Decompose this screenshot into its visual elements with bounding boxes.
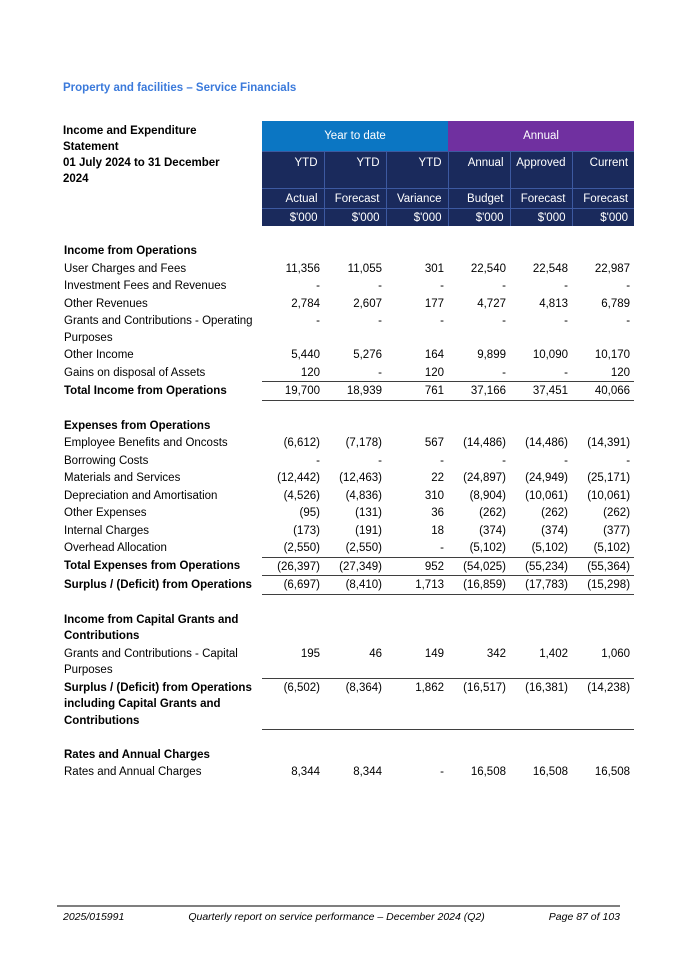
table-row xyxy=(63,277,634,295)
column-header-cell: $'000 xyxy=(510,209,572,227)
row-label: Grants and Contributions - Operating Purposes xyxy=(64,315,253,344)
band-annual: Annual xyxy=(448,121,634,152)
cell-value: (55,364) xyxy=(572,557,634,576)
cell-value: (2,550) xyxy=(283,542,320,554)
spacer-cell xyxy=(63,594,634,611)
cell-value: 195 xyxy=(300,647,320,660)
cell-value: (16,859) xyxy=(448,576,510,595)
footer-page-number: Page 87 of 103 xyxy=(548,911,620,923)
page-title: Property and facilities – Service Financials xyxy=(63,82,297,94)
cell-value: (262) xyxy=(603,507,631,519)
cell-value: - xyxy=(502,366,506,379)
row-label: User Charges and Fees xyxy=(64,262,187,275)
spacer-row xyxy=(63,400,634,417)
column-header-cell: $'000 xyxy=(262,209,324,227)
cell-value: (14,238) xyxy=(572,679,634,730)
table-row xyxy=(63,364,634,382)
statement-period: 01 July 2024 to 31 December 2024 xyxy=(63,157,220,185)
table-row xyxy=(63,487,634,505)
cell-value: 1,402 xyxy=(539,647,568,660)
cell-value: 149 xyxy=(424,647,444,660)
cell-value: 16,508 xyxy=(532,766,568,778)
cell-value: - xyxy=(316,454,320,467)
cell-value: (8,904) xyxy=(469,489,506,502)
cell-value: 120 xyxy=(610,366,631,379)
table-row xyxy=(63,295,634,313)
cell-value: 5,440 xyxy=(291,349,320,361)
column-header-cell: Forecast xyxy=(510,189,572,209)
cell-value: - xyxy=(626,454,631,467)
row-label: Surplus / (Deficit) from Operations including Capital Grants and Contributions xyxy=(64,681,252,727)
row-label: Materials and Services xyxy=(64,472,181,484)
column-header-cell: Approved xyxy=(510,152,572,189)
cell-value: (374) xyxy=(541,524,568,537)
cell-value: (17,783) xyxy=(510,576,572,595)
table-row xyxy=(63,434,634,452)
cell-value: (131) xyxy=(355,507,382,519)
cell-value: 6,789 xyxy=(601,297,631,310)
cell-value: 2,784 xyxy=(291,297,320,310)
cell-value: 1,060 xyxy=(601,647,631,660)
section-header xyxy=(63,746,634,764)
row-label: Surplus / (Deficit) from Operations xyxy=(64,578,252,591)
cell-value: (10,061) xyxy=(525,489,568,502)
table-row xyxy=(63,539,634,557)
section-header-row xyxy=(63,242,634,260)
cell-value: 10,170 xyxy=(594,349,631,361)
cell-value: 310 xyxy=(424,489,444,502)
cell-value: (12,463) xyxy=(339,472,382,484)
cell-value: (8,364) xyxy=(324,679,386,730)
cell-value: - xyxy=(440,280,444,292)
cell-value: - xyxy=(440,542,444,554)
cell-value: 22,548 xyxy=(532,262,568,275)
cell-value: - xyxy=(440,766,444,778)
table-row xyxy=(63,382,634,401)
table-row xyxy=(63,504,634,522)
table-row xyxy=(63,469,634,487)
cell-value: 761 xyxy=(386,382,448,401)
cell-value: (374) xyxy=(479,524,506,537)
cell-value: 22,987 xyxy=(594,262,631,275)
table-row xyxy=(63,679,634,730)
row-label: Depreciation and Amortisation xyxy=(64,489,218,502)
cell-value: - xyxy=(316,280,320,292)
section-header-row xyxy=(63,611,634,645)
spacer-row xyxy=(63,226,634,242)
cell-value: 120 xyxy=(300,366,320,379)
column-header-cell: $'000 xyxy=(572,209,634,227)
statement-title: Income and Expenditure Statement xyxy=(63,125,197,153)
table-row xyxy=(63,452,634,470)
cell-value: 8,344 xyxy=(291,766,320,778)
cell-value: (6,697) xyxy=(262,576,324,595)
cell-value: (5,102) xyxy=(593,542,631,554)
column-header-cell: YTD xyxy=(262,152,324,189)
table-row xyxy=(63,260,634,278)
cell-value: 22,540 xyxy=(470,262,506,275)
footer-doc-number: 2025/015991 xyxy=(63,911,125,923)
row-label: Overhead Allocation xyxy=(64,542,167,554)
cell-value: - xyxy=(626,315,631,327)
cell-value: (55,234) xyxy=(510,557,572,576)
section-header xyxy=(63,417,634,435)
section-header-text: Expenses from Operations xyxy=(64,419,211,432)
cell-value: 1,862 xyxy=(386,679,448,730)
cell-value: (95) xyxy=(299,507,320,519)
column-header-cell: Forecast xyxy=(324,189,386,209)
cell-value: - xyxy=(440,315,444,327)
cell-value: 120 xyxy=(424,366,444,379)
cell-value: 11,055 xyxy=(347,262,382,275)
cell-value: (24,949) xyxy=(525,472,568,484)
cell-value: 1,713 xyxy=(386,576,448,595)
spacer-cell xyxy=(63,400,634,417)
row-label: Borrowing Costs xyxy=(64,454,149,467)
row-label: Internal Charges xyxy=(64,524,150,537)
cell-value: 18,939 xyxy=(324,382,386,401)
cell-value: - xyxy=(440,454,444,467)
cell-value: (5,102) xyxy=(531,542,568,554)
cell-value: 567 xyxy=(424,437,444,449)
section-header-text: Rates and Annual Charges xyxy=(64,748,210,761)
cell-value: 5,276 xyxy=(353,349,382,361)
row-label: Employee Benefits and Oncosts xyxy=(64,437,228,449)
column-header-cell: $'000 xyxy=(324,209,386,227)
section-header-row xyxy=(63,746,634,764)
cell-value: (6,502) xyxy=(262,679,324,730)
cell-value: - xyxy=(378,280,382,292)
cell-value: - xyxy=(564,366,568,379)
cell-value: (14,391) xyxy=(587,437,631,449)
column-header-cell: Budget xyxy=(448,189,510,209)
cell-value: 9,899 xyxy=(477,349,506,361)
table-row xyxy=(63,763,634,781)
cell-value: (173) xyxy=(293,524,320,537)
cell-value: (16,517) xyxy=(448,679,510,730)
cell-value: (8,410) xyxy=(324,576,386,595)
row-label: Other Revenues xyxy=(64,297,148,310)
cell-value: 8,344 xyxy=(353,766,382,778)
cell-value: (262) xyxy=(541,507,568,519)
row-label: Grants and Contributions - Capital Purposes xyxy=(64,647,238,676)
column-header-cell: Forecast xyxy=(572,189,634,209)
cell-value: 16,508 xyxy=(594,766,631,778)
cell-value: - xyxy=(564,280,568,292)
cell-value: (10,061) xyxy=(587,489,631,502)
cell-value: (26,397) xyxy=(262,557,324,576)
cell-value: 301 xyxy=(424,262,444,275)
cell-value: (27,349) xyxy=(324,557,386,576)
cell-value: - xyxy=(502,315,506,327)
section-header-text: Income from Operations xyxy=(64,245,197,257)
column-header-cell: Current xyxy=(572,152,634,189)
table-row xyxy=(63,522,634,540)
cell-value: (15,298) xyxy=(572,576,634,595)
cell-value: (4,836) xyxy=(345,489,382,502)
cell-value: - xyxy=(626,280,631,292)
column-header-cell: $'000 xyxy=(386,209,448,227)
cell-value: - xyxy=(564,315,568,327)
table-row xyxy=(63,576,634,595)
row-label: Rates and Annual Charges xyxy=(64,766,202,778)
cell-value: - xyxy=(378,366,382,379)
table-header-band-row xyxy=(63,121,634,152)
spacer-row xyxy=(63,729,634,746)
spacer-row xyxy=(63,594,634,611)
cell-value: 10,090 xyxy=(532,349,568,361)
band-year-to-date: Year to date xyxy=(262,121,448,152)
row-label: Gains on disposal of Assets xyxy=(64,366,206,379)
cell-value: (14,486) xyxy=(525,437,568,449)
cell-value: 18 xyxy=(431,524,444,537)
cell-value: 342 xyxy=(486,647,506,660)
footer-report-title: Quarterly report on service performance – December 2024 (Q2) xyxy=(188,911,485,923)
cell-value: 952 xyxy=(386,557,448,576)
cell-value: - xyxy=(564,454,568,467)
cell-value: (6,612) xyxy=(283,437,320,449)
row-label: Total Expenses from Operations xyxy=(64,560,241,572)
cell-value: (12,442) xyxy=(277,472,320,484)
cell-value: (191) xyxy=(355,524,382,537)
cell-value: (25,171) xyxy=(587,472,631,484)
section-header xyxy=(63,242,634,260)
cell-value: - xyxy=(378,454,382,467)
cell-value: (16,381) xyxy=(510,679,572,730)
cell-value: (2,550) xyxy=(345,542,382,554)
cell-value: 4,813 xyxy=(539,297,568,310)
section-header-row xyxy=(63,417,634,435)
column-header-cell: Variance xyxy=(386,189,448,209)
cell-value: (5,102) xyxy=(469,542,506,554)
row-label: Other Income xyxy=(64,349,134,361)
cell-value: 37,451 xyxy=(510,382,572,401)
column-header-cell: YTD xyxy=(386,152,448,189)
cell-value: - xyxy=(502,454,506,467)
footer xyxy=(57,905,620,923)
cell-value: 37,166 xyxy=(448,382,510,401)
table-row xyxy=(63,557,634,576)
cell-value: (14,486) xyxy=(463,437,506,449)
column-header-cell: Actual xyxy=(262,189,324,209)
cell-value: (262) xyxy=(479,507,506,519)
section-header xyxy=(63,611,634,645)
spacer-cell xyxy=(63,226,634,242)
statement-title-cell xyxy=(63,121,262,226)
cell-value: (54,025) xyxy=(448,557,510,576)
cell-value: (4,526) xyxy=(283,489,320,502)
income-expenditure-table xyxy=(63,121,634,781)
cell-value: - xyxy=(502,280,506,292)
cell-value: (7,178) xyxy=(345,437,382,449)
cell-value: 4,727 xyxy=(477,297,506,310)
table-row xyxy=(63,645,634,679)
column-header-cell: YTD xyxy=(324,152,386,189)
cell-value: 36 xyxy=(431,507,444,519)
column-header-cell: $'000 xyxy=(448,209,510,227)
cell-value: (377) xyxy=(603,524,631,537)
cell-value: 177 xyxy=(424,297,444,310)
table-row xyxy=(63,346,634,364)
cell-value: 11,356 xyxy=(285,262,320,275)
cell-value: - xyxy=(316,315,320,327)
column-header-cell: Annual xyxy=(448,152,510,189)
spacer-cell xyxy=(63,729,634,746)
cell-value: 164 xyxy=(424,349,444,361)
row-label: Investment Fees and Revenues xyxy=(64,280,227,292)
cell-value: 19,700 xyxy=(262,382,324,401)
cell-value: 46 xyxy=(369,647,382,660)
cell-value: 16,508 xyxy=(470,766,506,778)
cell-value: - xyxy=(378,315,382,327)
section-header-text: Income from Capital Grants and Contributions xyxy=(64,613,239,642)
table-row xyxy=(63,312,634,346)
cell-value: 40,066 xyxy=(572,382,634,401)
row-label: Other Expenses xyxy=(64,507,147,519)
cell-value: 22 xyxy=(431,472,444,484)
cell-value: (24,897) xyxy=(463,472,506,484)
row-label: Total Income from Operations xyxy=(64,384,227,397)
cell-value: 2,607 xyxy=(353,297,382,310)
